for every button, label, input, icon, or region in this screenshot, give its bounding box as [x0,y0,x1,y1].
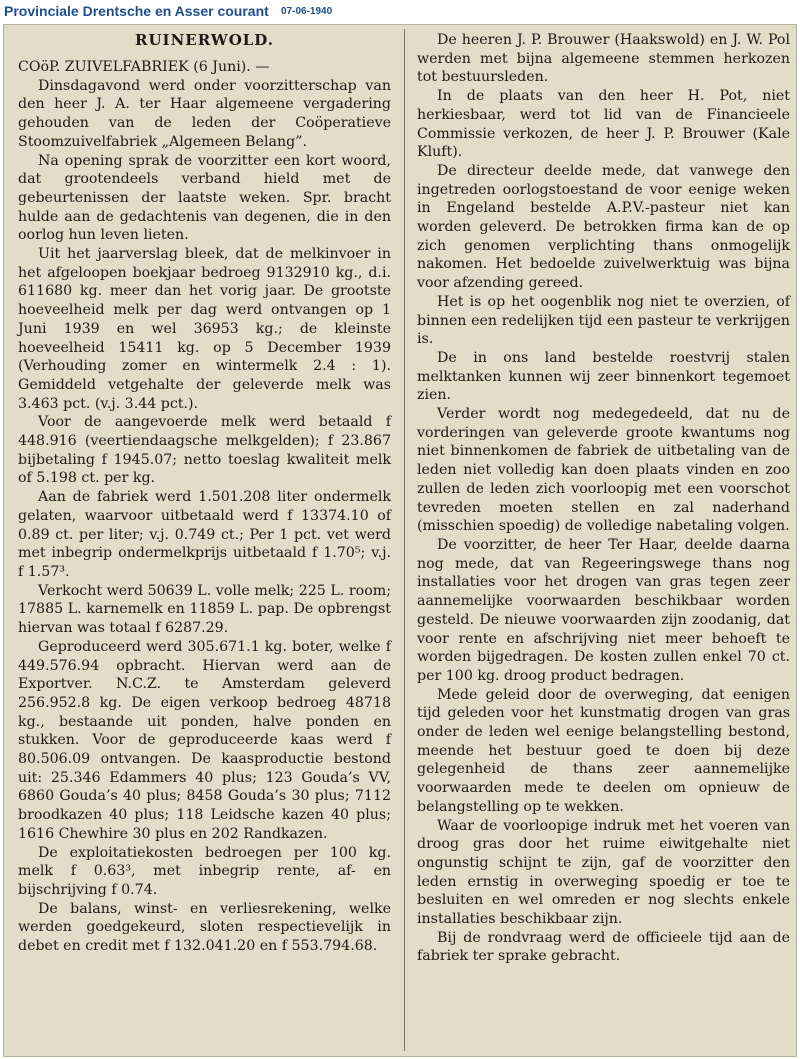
article-paragraph: Na opening sprak de voorzitter een kort woord, dat grootendeels verband hield met de gebeurtenissen der laatste weken. Spr. bracht hulde aan de gedachtenis van degenen, die in den oorlog hun leven lieten. [18,152,391,244]
article-paragraph: De in ons land bestelde roestvrij stalen melktanken kunnen wij zeer binnenkort tegemoet zien. [417,349,790,404]
article-paragraph: Voor de aangevoerde melk werd betaald f 448.916 (veertiendaagsche melkgelden); f 23.867 bijbetaling f 1945.07; netto toeslag kwaliteit melk of 5.198 ct. per kg. [18,414,391,487]
article-paragraph: De exploitatiekosten bedroegen per 100 kg. melk f 0.63³, met inbegrip rente, af- en bijschrijving f 0.74. [18,844,391,898]
article-dateline: COöP. ZUIVELFABRIEK (6 Juni). — [18,59,270,75]
article-paragraph: Uit het jaarverslag bleek, dat de melkinvoer in het afgeloopen boekjaar bedroeg 9132910 kg., d.i. 611680 kg. meer dan het vorig jaar. De grootste hoeveelheid melk per dag werd ontvangen op 1 Juni 1939 en wel 36953 kg.; de kleinste hoeveelheid 15411 kg. op 5 December 1939 (Verhouding zomer en wintermelk 2.4 : 1). Gemiddeld vetgehalte der geleverde melk was 3.463 pct. (v.j. 3.44 pct.). [18,246,391,412]
article-paragraph: De directeur deelde mede, dat vanwege den ingetreden oorlogstoestand de voor eenige weken in Engeland bestelde A.P.V.-pasteur niet kan worden geleverd. De betrokken firma kan de op zich genomen verplichting thans onmogelijk nakomen. Het bedoelde zuivelwerktuig was bijna voor afzending gereed. [417,162,790,292]
article-paragraph: De heeren J. P. Brouwer (Haakswold) en J. W. Pol werden met bijna algemeene stemmen herkozen tot bestuursleden. [417,32,790,86]
page-header [0,0,800,24]
article-left-column [18,31,391,956]
article-paragraph: Geproduceerd werd 305.671.1 kg. boter, welke f 449.576.94 opbracht. Hiervan werd aan de Exportver. N.C.Z. te Amsterdam geleverd 256.952.8 kg. De eigen verkoop bedroeg 48718 kg., bestaande uit ponden, halve ponden en stukken. Voor de geproduceerde kaas werd f 80.506.09 ontvangen. De kaasproductie bestond uit: 25.346 Edammers 40 plus; 123 Gouda’s VV, 6860 Gouda’s 40 plus; 8458 Gouda’s 30 plus; 7112 broodkazen 40 plus; 118 Leidsche kazen 40 plus; 1616 Chewhire 30 plus en 202 Randkazen. [18,638,391,842]
publication-date: 07-06-1940 [281,6,333,17]
article-paragraph: Dinsdagavond werd onder voorzitterschap van den heer J. A. ter Haar algemeene vergadering gehouden van de leden der Coöperatieve Stoomzuivelfabriek „Algemeen Belang”. [18,77,391,150]
article-paragraph: De voorzitter, de heer Ter Haar, deelde daarna nog mede, dat van Regeeringswege thans nog installaties voor het drogen van gras tegen zeer aannemelijke voorwaarden beschikbaar worden gesteld. De nieuwe voorwaarden zijn zoodanig, dat voor rente en afschrijving niet meer behoeft te worden bijgedragen. De kosten zullen enkel 70 ct. per 100 kg. droog product bedragen. [417,536,790,684]
column-divider [404,29,405,1051]
article-heading: RUINERWOLD. [135,31,274,49]
article-paragraph: Het is op het oogenblik nog niet te overzien, of binnen een redelijken tijd een pasteur te verkrijgen is. [417,293,790,348]
article-paragraph: Aan de fabriek werd 1.501.208 liter ondermelk gelaten, waarvoor uitbetaald werd f 13374.10 of 0.89 ct. per liter; v.j. 0.749 ct.; Per 1 pct. vet werd met inbegrip ondermelkprijs uitbetaald f 1.70⁵; v.j. f 1.57³. [18,489,391,580]
article-paragraph: Waar de voorloopige indruk met het voeren van droog gras door het ruime eiwitgehalte niet ongunstig schijnt te zijn, gaf de voorzitter den leden ernstig in overweging spoedig er toe te besluiten en wel omreden er nog slechts enkele installaties beschikbaar zijn. [417,817,790,928]
article-paragraph: Bij de rondvraag werd de officieele tijd aan de fabriek ter sprake gebracht. [417,929,790,965]
article-paragraph: Mede geleid door de overweging, dat eenigen tijd geleden voor het kunstmatig drogen van gras onder de leden wel eenige belangstelling bestond, meende het bestuur goed te doen bij deze gelegenheid de thans zeer aannemelijke voorwaarden mede te deelen om opnieuw de belangstelling op te wekken. [417,686,790,815]
article-paragraph: De balans, winst- en verliesrekening, welke werden goedgekeurd, sloten respectievelijk in debet en credit met f 132.041.20 en f 553.794.68. [18,900,391,955]
article-right-column [417,31,790,966]
article-paragraph: Verder wordt nog medegedeeld, dat nu de vorderingen van geleverde groote kwantums nog niet binnenkomen de fabriek de uitbetaling van de leden niet volledig kan doen plaats vinden en zoo zullen de leden zich voorloopig met een voorschot tevreden moeten stellen en zal naderhand (misschien spoedig) de volledige nabetaling volgen. [417,406,790,535]
newspaper-title: Provinciale Drentsche en Asser courant [4,3,269,19]
article-paragraph: Verkocht werd 50639 L. volle melk; 225 L. room; 17885 L. karnemelk en 11859 L. pap. De opbrengst hiervan was totaal f 6287.29. [18,582,391,637]
newspaper-clipping [3,24,797,1057]
article-paragraph: In de plaats van den heer H. Pot, niet herkiesbaar, werd tot lid van de Financieele Commissie verkozen, de heer J. P. Brouwer (Kale Kluft). [417,88,790,161]
